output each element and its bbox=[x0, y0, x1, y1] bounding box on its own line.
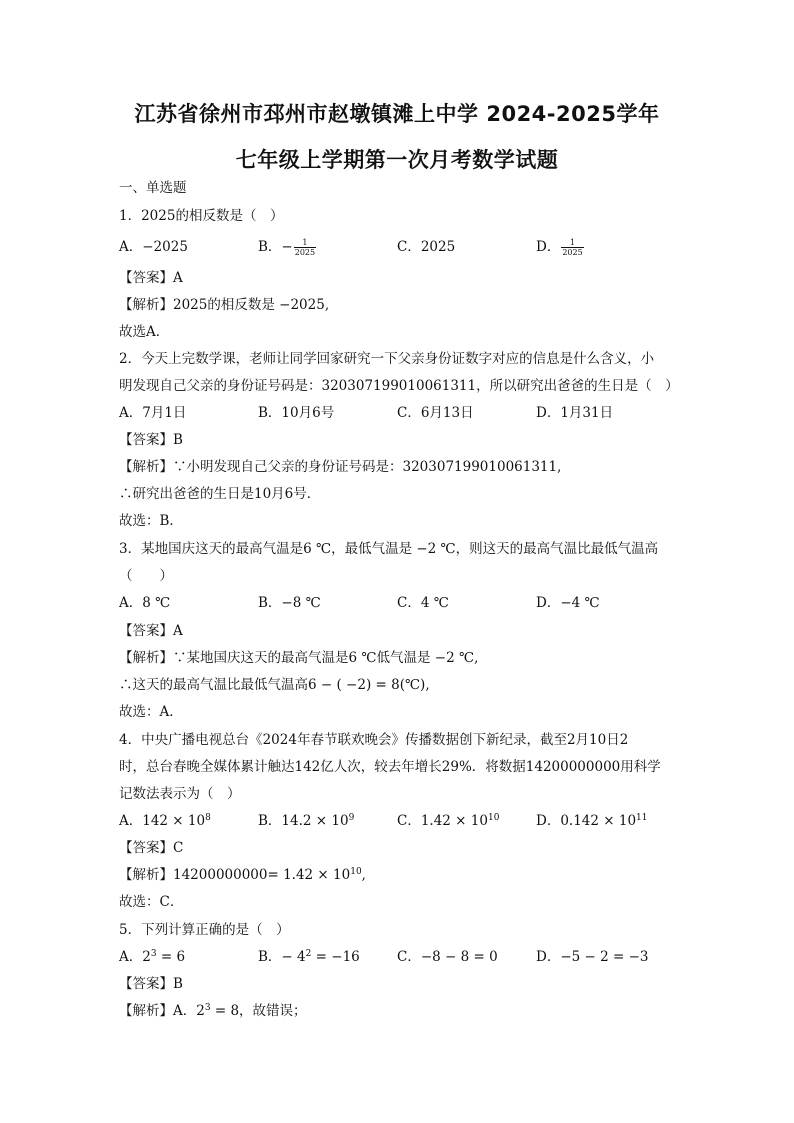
q4-option-b: B．$14.2 \times 10^9$ bbox=[258, 813, 355, 829]
q4-stem-line-3: 记数法表示为（ ） bbox=[119, 786, 241, 802]
q5-options bbox=[119, 948, 679, 966]
q2-analysis-line-1: 【解析】∵小明发现自己父亲的身份证号码是：320307199010061311, bbox=[119, 459, 562, 475]
q3-options bbox=[119, 594, 679, 612]
q4-conclusion: 故选：C． bbox=[119, 894, 184, 910]
q4-option-d: D．$0.142 \times 10^{11}$ bbox=[536, 813, 648, 829]
title-line-1: 江苏省徐州市邳州市赵墩镇滩上中学 2024-2025学年 bbox=[134, 102, 660, 126]
title-line-2: 七年级上学期第一次月考数学试题 bbox=[235, 148, 559, 172]
q3-option-b: B．−8 ℃ bbox=[258, 595, 321, 611]
q1-analysis: 【解析】2025的相反数是 −2025, bbox=[119, 297, 330, 313]
q1-conclusion: 故选A． bbox=[119, 324, 170, 340]
q2-answer: 【答案】B bbox=[119, 432, 183, 448]
q1-option-d: D． $\frac{1}{2025}$ bbox=[536, 238, 583, 257]
q4-stem-line-2: 时，总台春晚全媒体累计触达142亿人次，较去年增长29%．将数据14200000000用科学 bbox=[119, 759, 661, 775]
q1-answer: 【答案】A bbox=[119, 270, 183, 286]
section-heading: 一、单选题 bbox=[119, 180, 187, 196]
q3-option-c: C．4 ℃ bbox=[397, 595, 449, 611]
q5-option-a: A．$2^3 = 6$ bbox=[119, 949, 186, 965]
q5-stem: 5．下列计算正确的是（ ） bbox=[119, 922, 290, 938]
q5-option-b: B．− $4^2 = -16$ bbox=[258, 949, 360, 965]
q2-analysis-line-2: ∴研究出爸爸的生日是10月6号． bbox=[119, 486, 321, 502]
q3-option-a: A．8 ℃ bbox=[119, 595, 171, 611]
q1-stem: 1．2025的相反数是（ ） bbox=[119, 208, 284, 224]
q4-analysis: 【解析】$14200000000= 1.42 \times 10^{10}$, bbox=[119, 867, 366, 883]
q2-conclusion: 故选：B． bbox=[119, 513, 183, 529]
q3-conclusion: 故选：A． bbox=[119, 704, 183, 720]
q3-option-d: D．−4 ℃ bbox=[536, 595, 600, 611]
q3-analysis-line-1: 【解析】∵某地国庆这天的最高气温是6 ℃低气温是 −2 ℃, bbox=[119, 650, 479, 666]
q2-option-b: B．10月6号 bbox=[258, 405, 335, 421]
q5-option-c: C．−8 − 8 = 0 bbox=[397, 949, 498, 965]
q3-stem-line-2: （ ） bbox=[119, 568, 173, 584]
q1-options bbox=[119, 238, 679, 256]
q1-option-b: B．− $\frac{1}{2025}$ bbox=[258, 238, 316, 257]
q5-option-d: D．−5 − 2 = −3 bbox=[536, 949, 649, 965]
q4-options bbox=[119, 812, 679, 830]
q4-answer: 【答案】C bbox=[119, 840, 184, 856]
q1-option-c: C．2025 bbox=[397, 239, 456, 255]
q2-option-d: D．1月31日 bbox=[536, 405, 614, 421]
q2-stem-line-2: 明发现自己父亲的身份证号码是：320307199010061311，所以研究出爸爸的生日是（ ） bbox=[119, 378, 679, 394]
q2-option-c: C．6月13日 bbox=[397, 405, 474, 421]
q2-options bbox=[119, 404, 679, 422]
q5-answer: 【答案】B bbox=[119, 976, 183, 992]
q3-stem-line-1: 3．某地国庆这天的最高气温是6 ℃，最低气温是 −2 ℃，则这天的最高气温比最低气温高 bbox=[119, 541, 659, 557]
q2-stem-line-1: 2．今天上完数学课，老师让同学回家研究一下父亲身份证数字对应的信息是什么含义，小 bbox=[119, 351, 655, 367]
q3-analysis-line-2: ∴这天的最高气温比最低气温高6 − ( −2) = 8(℃), bbox=[119, 677, 430, 693]
q4-option-c: C．$1.42 \times 10^{10}$ bbox=[397, 813, 500, 829]
q4-stem-line-1: 4．中央广播电视总台《2024年春节联欢晚会》传播数据创下新纪录，截至2月10日2 bbox=[119, 732, 629, 748]
q3-answer: 【答案】A bbox=[119, 623, 183, 639]
q1-option-a: A．−2025 bbox=[119, 239, 188, 255]
q4-option-a: A．$142 \times 10^8$ bbox=[119, 813, 211, 829]
q5-analysis: 【解析】A．$2^3 = 8$，故错误； bbox=[119, 1003, 307, 1019]
q2-option-a: A．7月1日 bbox=[119, 405, 187, 421]
